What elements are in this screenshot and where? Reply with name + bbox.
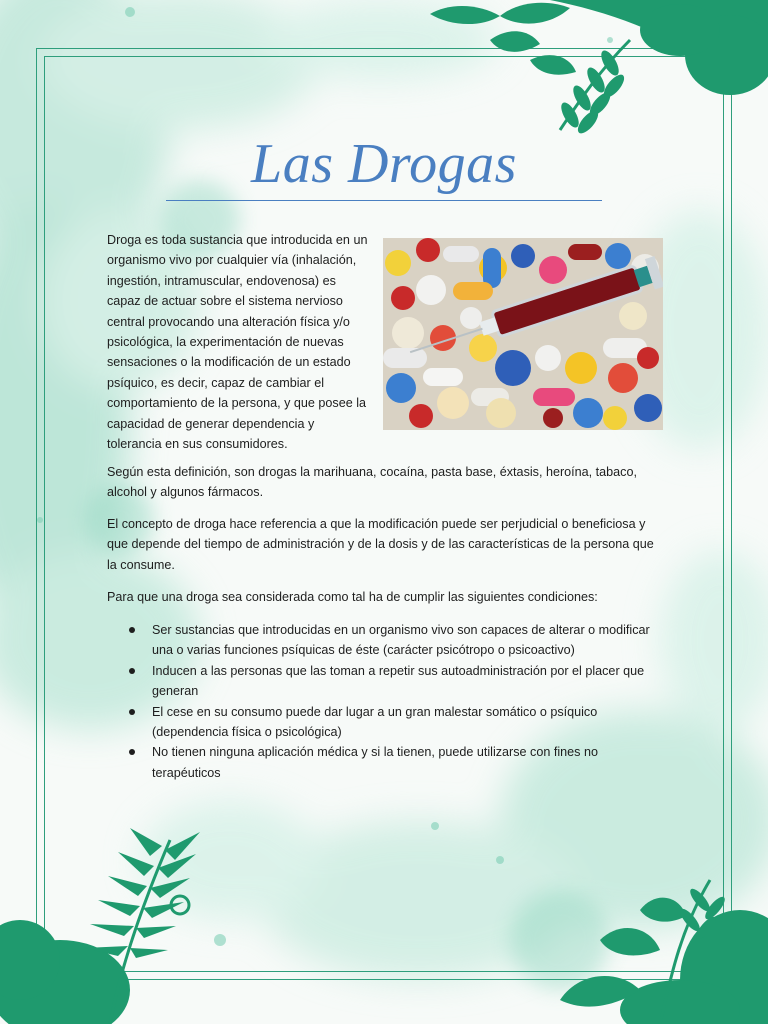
conditions-intro: Para que una droga sea considerada como tal ha de cumplir las siguientes condiciones: [107,590,598,604]
leaf-branch-icon [430,0,768,140]
bullet-icon [129,709,135,715]
list-item-text: El cese en su consumo puede dar lugar a un gran malestar somático o psíquico (dependencia física o psicológica) [152,704,598,740]
bullet-icon [129,749,135,755]
list-item-text: No tienen ninguna aplicación médica y si la tienen, puede utilizarse con fines no terapéuticos [152,745,598,780]
list-item [107,620,655,661]
page-title: Las Drogas [251,133,517,195]
list-item [107,742,655,783]
list-item [107,702,655,743]
bullet-icon [129,668,135,674]
title-divider [166,200,602,201]
list-item [107,661,655,702]
pills-syringe-photo [383,238,663,430]
list-item-text: Inducen a las personas que las toman a repetir sus autoadministración por el placer que generan [152,663,645,699]
leaf-branch-icon [540,860,768,1024]
list-item-text: Ser sustancias que introducidas en un organismo vivo son capaces de alterar o modificar una o varias funciones psíquicas de éste (carácter psicótropo o psicoactivo) [152,623,650,658]
bullet-icon [129,627,135,633]
fern-icon [0,810,210,1024]
definition-paragraph: Según esta definición, son drogas la marihuana, cocaína, pasta base, éxtasis, heroína, tabaco, alcohol y algunos fármacos. [107,465,637,500]
intro-paragraph: Droga es toda sustancia que introducida en un organismo vivo por cualquier vía (inhalación, ingestión, intramuscular, endovenosa) es capaz de actuar sobre el sistema nervioso central provocando una alteración física y/o psicológica, la experimentación de nuevas sensaciones o la modificación de un estado psíquico, es decir, capaz de cambiar el comportamiento de la persona, y que posee la capacidad de generar dependencia y tolerancia en sus consumidores. [107,233,368,452]
conditions-list [107,620,655,783]
concept-paragraph: El concepto de droga hace referencia a que la modificación puede ser perjudicial o beneficiosa y que depende del tiempo de administración y de la dosis y de las características de la persona que la consume. [107,517,654,572]
